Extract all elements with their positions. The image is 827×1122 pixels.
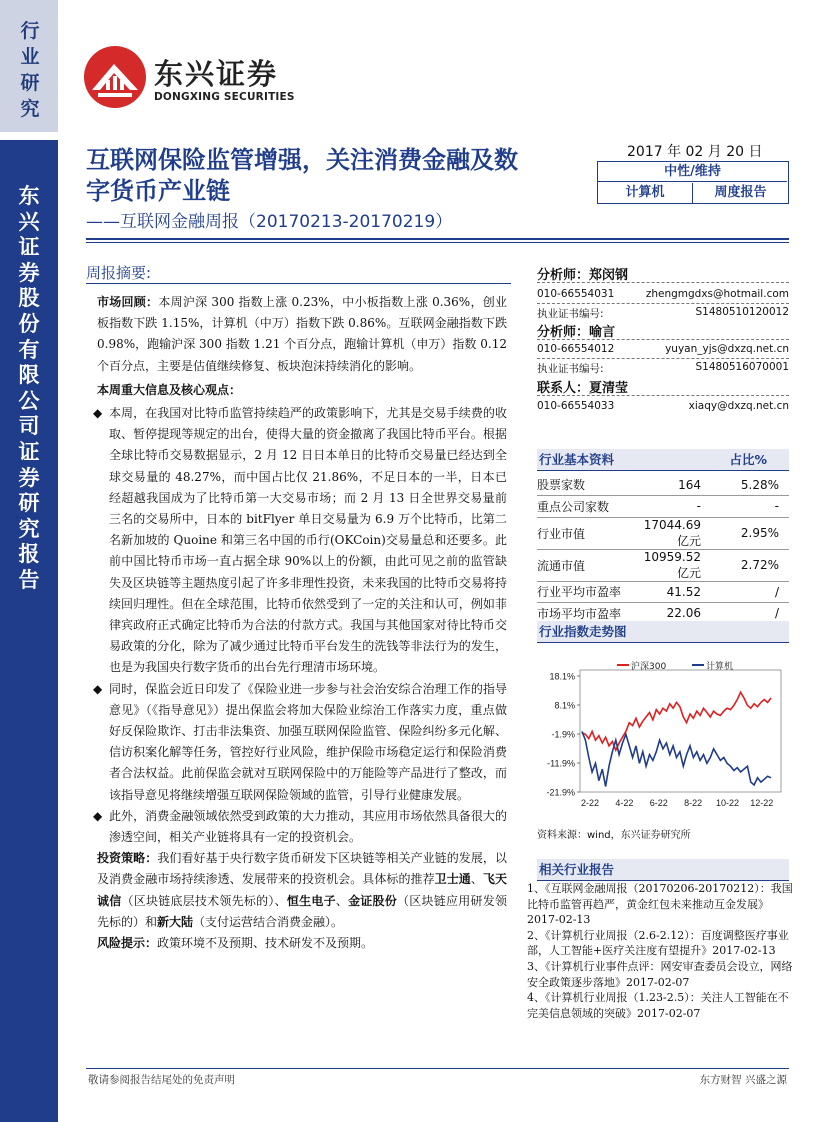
cert-label: 执业证书编号: (537, 308, 604, 320)
logo-name-cn: 东兴证券 (154, 57, 279, 91)
table-row (537, 549, 789, 581)
table-cell-value: 41.52 (629, 581, 729, 603)
table-cell-value: 164 (629, 474, 729, 496)
bullet-3 (93, 806, 507, 848)
x-tick-label: 6-22 (649, 798, 668, 808)
logo-name-en: DONGXING SECURITIES (154, 91, 295, 103)
strategy-label: 投资策略： (97, 851, 158, 866)
bullet-icon: ◆ (93, 406, 103, 421)
header-divider (86, 238, 789, 240)
bullet-icon: ◆ (93, 681, 103, 696)
basic-data-table (537, 474, 789, 625)
stock-name: 恒生电子 (286, 893, 336, 908)
table-row (537, 517, 789, 549)
x-tick-label: 10-22 (715, 798, 739, 808)
cert-number: S1480510120012 (695, 306, 789, 318)
chart-title: 行业指数走势图 (539, 624, 627, 639)
series-line-0 (582, 692, 771, 750)
y-tick-label: -1.9% (551, 729, 575, 740)
key-heading: 本周重大信息及核心观点： (97, 382, 242, 397)
index-trend-chart (537, 660, 789, 820)
x-tick-label: 12-22 (750, 798, 774, 808)
x-tick-label: 2-22 (580, 798, 600, 808)
analyst-2-name: 分析师：喻言 (537, 325, 616, 340)
contact-phone: 010-66554033 (537, 400, 615, 412)
strategy-text: 我们看好基于央行数字货币研发下区块链等相关产业链的发展，以及消费金融市场持续渗透、发展带来的投资机会。具体标的推荐 (97, 851, 507, 887)
market-label: 市场回顾： (97, 295, 159, 309)
footer-disclaimer: 敬请参阅报告结尾处的免责声明 (88, 1074, 235, 1086)
stock-note: （区块链应用研发领先标的）和 (97, 893, 507, 929)
footer-divider (86, 1068, 789, 1069)
contact-name: 联系人：夏清莹 (537, 381, 629, 396)
sidebar-bottom-label: 东兴证券股份有限公司证券研究报告 (18, 184, 40, 592)
report-date: 2017 年 02 月 20 日 (627, 144, 763, 160)
divider (537, 339, 789, 340)
stock-note: （支付运营结合消费金融）。 (193, 914, 344, 929)
table-cell-ratio: / (729, 581, 789, 603)
separator: 、 (335, 893, 349, 908)
summary-title: 周报摘要: (86, 264, 152, 282)
industry: 计算机 (598, 183, 693, 203)
separator: 、 (470, 872, 483, 887)
investment-strategy (97, 848, 507, 933)
ratio-col-header: 占比% (729, 452, 767, 467)
stock-name: 金证股份 (348, 893, 398, 908)
table-row (537, 474, 789, 496)
table-cell-ratio: / (729, 603, 789, 625)
y-tick-label: -11.9% (547, 758, 575, 769)
header-divider-thin (86, 242, 789, 243)
related-item[interactable]: 3、《计算机行业事件点评：网安审查委员会设立，网络安全政策逐步落地》2017-02-07 (527, 959, 793, 989)
series-line-1 (582, 731, 771, 786)
chart-source: 资料来源：wind，东兴证券研究所 (537, 830, 691, 841)
analyst-email: zhengmgdxs@hotmail.com (645, 288, 789, 300)
rating: 中性/维持 (598, 162, 787, 182)
table-cell-value: 22.06 (629, 603, 729, 625)
bullet-2 (93, 679, 507, 806)
risk-label: 风险提示： (97, 936, 158, 951)
table-cell-ratio: 2.72% (729, 549, 789, 581)
legend-label: 计算机 (706, 662, 734, 672)
related-item[interactable]: 1、《互联网金融周报（20170206-20170212）：我国比特币监管再趋严，黄金红包未来推动互金发展》2017-02-13 (527, 882, 793, 927)
y-tick-label: -21.9% (546, 787, 575, 798)
market-review (97, 292, 507, 377)
table-cell-label: 流通市值 (537, 549, 629, 581)
chart-header (537, 621, 789, 643)
related-item[interactable]: 4、《计算机行业周报（1.23-2.5）：关注人工智能在不完美信息领域的突破》2017-02-07 (527, 991, 789, 1020)
bullet-2-text: 同时，保监会近日印发了《保险业进一步参与社会治安综合治理工作的指导意见》（《指导意见》）提出保监会将加大保险业综治工作落实力度，重点做好反保险欺诈、打击非法集资、加强互联网保险监管、保险纠纷多元化解、信访积案化解等任务，管控好行业风险，维护保险市场稳定运行和保险消费者合法权益。此前保监会就对互联网保险中的万能险等产品进行了整改，而该指导意见将继续增强互联网保险领域的监管，引导行业健康发展。 (109, 681, 507, 802)
sidebar-top-label: 行业研究 (20, 20, 40, 120)
summary-divider (86, 283, 511, 284)
related-header (537, 859, 789, 881)
bullet-1 (93, 403, 507, 679)
table-cell-label: 行业市值 (537, 517, 629, 549)
stock-name: 卫士通 (434, 872, 471, 887)
divider (537, 303, 789, 304)
market-text: 本周沪深 300 指数上涨 0.23%，中小板指数上涨 0.36%，创业板指数下跌 1.15%，计算机（中万）指数下跌 0.86%。互联网金融指数下跌 0.98%，跑输沪深 300 指数 1.21 个百分点，跑输计算机（申万）指数 0.12 个百分点，主要是估值继续修复、板块泡沫持续消化的影响。 (97, 295, 507, 373)
table-cell-ratio: 2.95% (729, 517, 789, 549)
table-cell-value: - (629, 496, 729, 518)
sidebar-top (0, 0, 58, 132)
table-cell-label: 市场平均市盈率 (537, 603, 629, 625)
footer-slogan: 东方财智 兴盛之源 (699, 1074, 787, 1086)
analyst-phone: 010-66554012 (537, 343, 615, 355)
table-cell-ratio: 5.28% (729, 474, 789, 496)
legend-label: 沪深300 (631, 662, 667, 672)
bullet-3-text: 此外，消费金融领域依然受到政策的大力推动，其应用市场依然具备很大的渗透空间，相关产业链将具有一定的投资机会。 (109, 808, 507, 845)
stock-name: 飞天诚信 (97, 872, 507, 908)
divider (537, 282, 789, 283)
analyst-email: yuyan_yjs@dxzq.net.cn (665, 343, 789, 355)
divider (537, 358, 789, 359)
table-cell-value: 17044.69 亿元 (629, 517, 729, 549)
y-tick-label: 8.1% (554, 700, 575, 711)
related-list (527, 881, 797, 1021)
x-tick-label: 4-22 (615, 798, 634, 808)
basic-data-header (537, 449, 789, 471)
table-row (537, 581, 789, 603)
cert-number: S1480516070001 (695, 361, 789, 373)
related-item[interactable]: 2、《计算机行业周报（2.6-2.12）：百度调整医疗事业部，人工智能+医疗关注度有望提升》2017-02-13 (527, 928, 789, 958)
analyst-1-name: 分析师：郑闵钢 (537, 268, 629, 283)
logo-emblem-icon (84, 46, 146, 108)
sidebar-bottom (0, 140, 58, 1122)
basic-data-title: 行业基本资料 (539, 452, 615, 467)
table-row (537, 496, 789, 518)
company-logo (84, 44, 299, 114)
related-title: 相关行业报告 (539, 862, 615, 877)
report-body (93, 292, 507, 954)
report-subtitle: ——互联网金融周报（20170213-20170219） (86, 212, 453, 232)
report-title: 互联网保险监管增强，关注消费金融及数字货币产业链 (86, 146, 518, 205)
analyst-phone: 010-66554031 (537, 288, 615, 300)
table-cell-label: 重点公司家数 (537, 496, 629, 518)
table-cell-label: 行业平均市盈率 (537, 581, 629, 603)
x-tick-label: 8-22 (684, 798, 703, 808)
y-tick-label: 18.1% (549, 671, 575, 682)
contact-email: xiaqy@dxzq.net.cn (688, 400, 789, 412)
stock-name: 新大陆 (157, 914, 194, 929)
bullet-1-text: 本周，在我国对比特币监管持续趋严的政策影响下，尤其是交易手续费的收取、暂停提现等规定的出台，使得大量的资金撤离了我国比特币平台。根据全球比特币交易数据显示，2 月 12 日日本单日的比特币交易量已经达到全球交易量的 48.27%，而中国占比仅 21.86%，不足日本的一半，日本已经超越我国成为了比特币第一大交易市场；而 2 月 13 日全世界交易量前三名的交易所中，日本的 bitFlyer 单日交易量为 6.9 万个比特币，比第二名新加坡的 Quoine 和第三名中国的币行(OKCoin)交易量总和还要多。此前中国比特币市场一直占据全球 90%以上的份额，由此可见之前的监管缺失及区块链等主题热度引起了许多非理性投资，未来我国的比特币交易将持续回归理性。但在全球范围，比特币依然受到了一定的关注和认可，例如菲律宾政府正式确定比特币为合法的付款方式。我国与其他国家对待比特币交易政策的分化，除为了减少通过比特币平台发生的洗钱等非法行为的发生，也是为我国央行数字货币的出台先行理清市场环境。 (109, 406, 507, 675)
table-cell-ratio: - (729, 496, 789, 518)
plot-frame (580, 670, 781, 792)
table-cell-label: 股票家数 (537, 474, 629, 496)
risk-text: 政策环境不及预期、技术研发不及预期。 (157, 936, 374, 951)
divider (537, 395, 789, 396)
cert-label: 执业证书编号: (537, 363, 604, 375)
bullet-icon: ◆ (93, 808, 103, 823)
rating-box (597, 161, 789, 204)
stock-note: （区块链底层技术领先标的）、 (121, 893, 287, 908)
table-cell-value: 10959.52 亿元 (629, 549, 729, 581)
risk-warning (97, 933, 507, 954)
report-type: 周度报告 (714, 185, 767, 200)
